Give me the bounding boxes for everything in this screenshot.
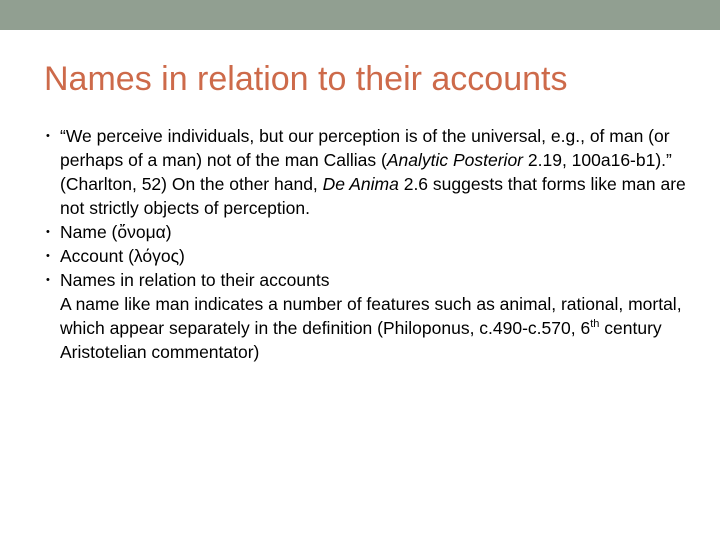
bullet-icon: •	[46, 274, 50, 286]
bullet-list	[46, 124, 690, 364]
subtext-superscript: th	[590, 318, 600, 331]
quote-text-start: “We perceive individuals, but our perception is of the universal, e.g., of man (or perhaps of a man) not of the man Callias (	[60, 126, 670, 170]
bullet-item-name	[46, 220, 690, 244]
bullet-text-name: Name (ὄνομα)	[60, 222, 172, 242]
bullet-subtext-philoponus	[60, 292, 690, 364]
bullet-text-account: Account (λόγος)	[60, 246, 185, 266]
quote-text-mid: 2.19, 100a16-b1).” (Charlton, 52) On the other hand,	[60, 150, 672, 194]
quote-text-end: 2.6 suggests that forms like man are not strictly objects of perception.	[60, 174, 686, 218]
bullet-icon: •	[46, 226, 50, 238]
subtext-after: century Aristotelian commentator)	[60, 318, 662, 362]
quote-italic-de-anima: De Anima	[322, 174, 399, 194]
bullet-item-quote	[46, 124, 690, 220]
bullet-item-account	[46, 244, 690, 268]
quote-italic-analytic-posterior: Analytic Posterior	[386, 150, 524, 170]
bullet-item-names-relation	[46, 268, 690, 364]
subtext-before: A name like man indicates a number of features such as animal, rational, mortal, which appear separately in the definition (Philoponus, c.490-c.570, 6	[60, 294, 682, 338]
slide-title: Names in relation to their accounts	[44, 60, 568, 98]
bullet-icon: •	[46, 130, 50, 142]
bullet-icon: •	[46, 250, 50, 262]
bullet-text-names-relation: Names in relation to their accounts	[60, 270, 330, 290]
top-accent-bar	[0, 0, 720, 30]
